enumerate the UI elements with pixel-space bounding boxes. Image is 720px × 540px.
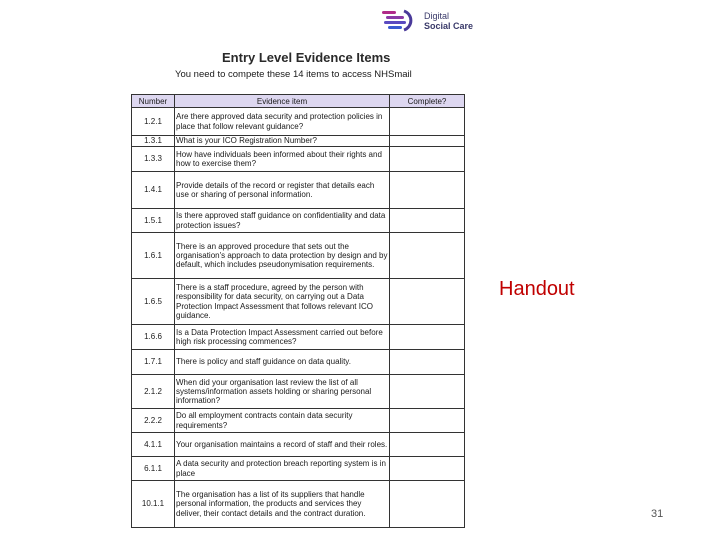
table-row xyxy=(132,457,465,481)
row-complete-cell[interactable] xyxy=(390,172,465,209)
row-evidence-item: Do all employment contracts contain data security requirements? xyxy=(175,409,390,433)
row-complete-cell[interactable] xyxy=(390,350,465,375)
row-number: 4.1.1 xyxy=(132,433,175,457)
page-subtitle: You need to compete these 14 items to access NHSmail xyxy=(175,69,412,80)
header-complete: Complete? xyxy=(390,95,465,108)
table-row xyxy=(132,433,465,457)
row-complete-cell[interactable] xyxy=(390,375,465,409)
row-number: 1.4.1 xyxy=(132,172,175,209)
evidence-table xyxy=(131,94,465,528)
row-evidence-item: Is a Data Protection Impact Assessment carried out before high risk processing commences? xyxy=(175,325,390,350)
header-number: Number xyxy=(132,95,175,108)
header-evidence-item: Evidence item xyxy=(175,95,390,108)
page-title: Entry Level Evidence Items xyxy=(222,50,391,65)
row-evidence-item: When did your organisation last review the list of all systems/information assets holding or sharing personal information? xyxy=(175,375,390,409)
row-evidence-item: Is there approved staff guidance on confidentiality and data protection issues? xyxy=(175,209,390,233)
row-complete-cell[interactable] xyxy=(390,433,465,457)
table-row xyxy=(132,172,465,209)
logo-line-1: Digital xyxy=(424,11,450,21)
logo-line-2: Social Care xyxy=(424,21,474,31)
row-number: 1.6.1 xyxy=(132,233,175,279)
row-evidence-item: Your organisation maintains a record of staff and their roles. xyxy=(175,433,390,457)
row-complete-cell[interactable] xyxy=(390,108,465,136)
row-evidence-item: There is an approved procedure that sets out the organisation's approach to data protection by design and by default, which includes pseudonymisation requirements. xyxy=(175,233,390,279)
table-header-row xyxy=(132,95,465,108)
row-complete-cell[interactable] xyxy=(390,147,465,172)
row-number: 1.5.1 xyxy=(132,209,175,233)
row-complete-cell[interactable] xyxy=(390,457,465,481)
row-evidence-item: A data security and protection breach reporting system is in place xyxy=(175,457,390,481)
row-evidence-item: Provide details of the record or register that details each use or sharing of personal information. xyxy=(175,172,390,209)
row-complete-cell[interactable] xyxy=(390,136,465,147)
row-number: 1.3.1 xyxy=(132,136,175,147)
table-row xyxy=(132,325,465,350)
table-row xyxy=(132,279,465,325)
row-evidence-item: There is a staff procedure, agreed by the person with responsibility for data security, on carrying out a Data Protection Impact Assessment that follows relevant ICO guidance. xyxy=(175,279,390,325)
table-row xyxy=(132,209,465,233)
row-complete-cell[interactable] xyxy=(390,481,465,528)
row-complete-cell[interactable] xyxy=(390,325,465,350)
row-number: 1.2.1 xyxy=(132,108,175,136)
row-complete-cell[interactable] xyxy=(390,233,465,279)
row-evidence-item: The organisation has a list of its suppliers that handle personal information, the products and services they deliver, their contact details and the contract duration. xyxy=(175,481,390,528)
row-evidence-item: How have individuals been informed about their rights and how to exercise them? xyxy=(175,147,390,172)
digital-social-care-logo xyxy=(382,8,473,34)
handout-label: Handout xyxy=(499,278,575,300)
row-complete-cell[interactable] xyxy=(390,409,465,433)
row-complete-cell[interactable] xyxy=(390,209,465,233)
row-number: 1.6.5 xyxy=(132,279,175,325)
row-evidence-item: Are there approved data security and protection policies in place that follow relevant guidance? xyxy=(175,108,390,136)
row-evidence-item: What is your ICO Registration Number? xyxy=(175,136,390,147)
row-number: 2.2.2 xyxy=(132,409,175,433)
table-row xyxy=(132,375,465,409)
table-row xyxy=(132,108,465,136)
table-row xyxy=(132,136,465,147)
row-complete-cell[interactable] xyxy=(390,279,465,325)
table-row xyxy=(132,409,465,433)
logo-mark-icon xyxy=(382,9,420,33)
row-number: 10.1.1 xyxy=(132,481,175,528)
table-row xyxy=(132,233,465,279)
row-number: 1.6.6 xyxy=(132,325,175,350)
row-number: 6.1.1 xyxy=(132,457,175,481)
page-number: 31 xyxy=(651,508,664,520)
row-number: 1.3.3 xyxy=(132,147,175,172)
row-evidence-item: There is policy and staff guidance on data quality. xyxy=(175,350,390,375)
table-row xyxy=(132,350,465,375)
table-row xyxy=(132,481,465,528)
table-row xyxy=(132,147,465,172)
row-number: 2.1.2 xyxy=(132,375,175,409)
row-number: 1.7.1 xyxy=(132,350,175,375)
